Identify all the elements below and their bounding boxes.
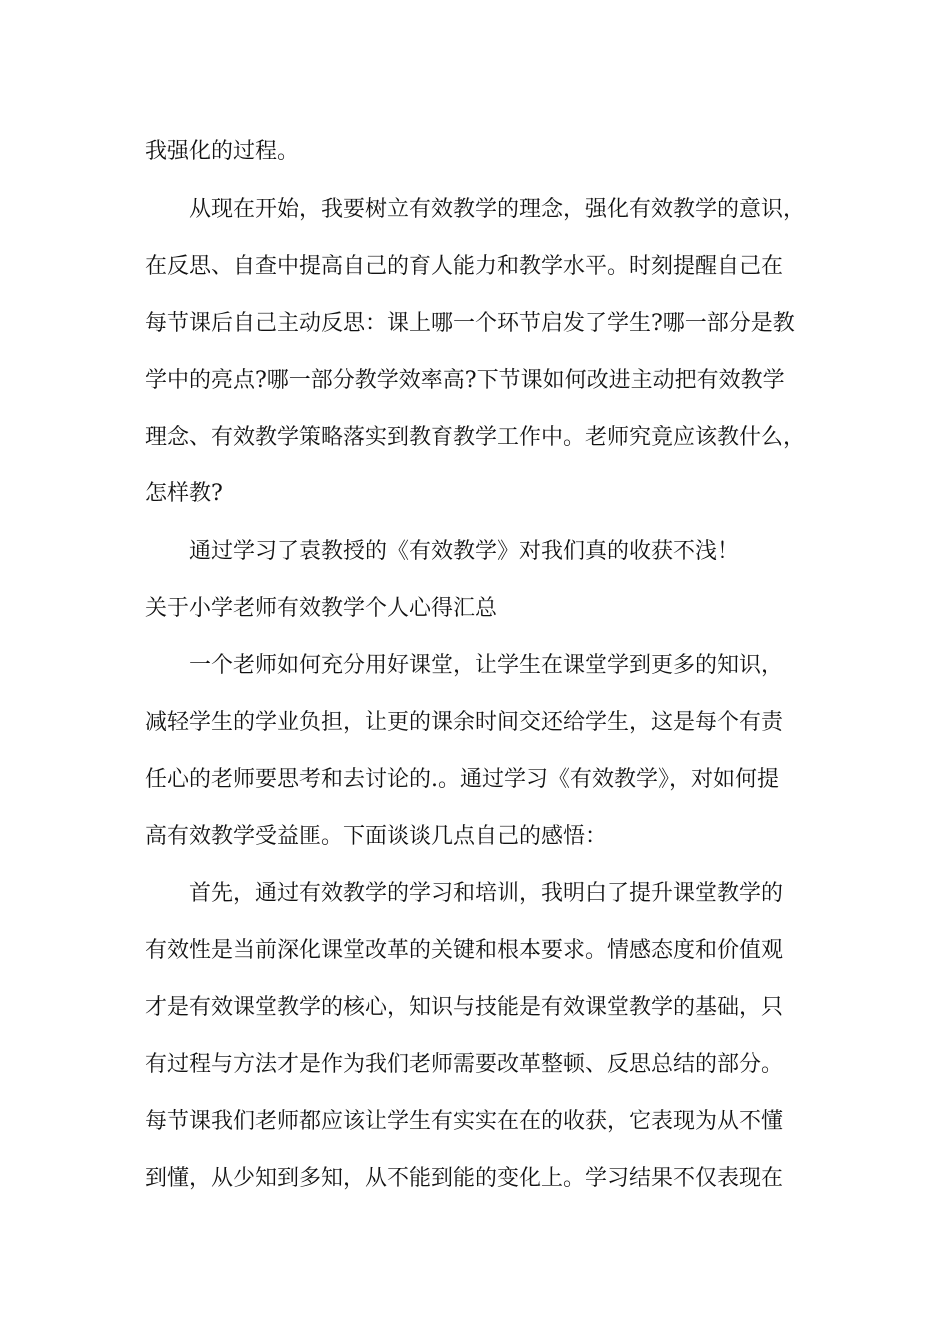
section-heading: 关于小学老师有效教学个人心得汇总 — [145, 596, 498, 621]
text-line: 学中的亮点?哪一部分教学效率高?下节课如何改进主动把有效教学 — [145, 368, 785, 393]
text-line: 每节课后自己主动反思：课上哪一个环节启发了学生?哪一部分是教 — [145, 311, 795, 336]
text-line: 有效性是当前深化课堂改革的关键和根本要求。情感态度和价值观 — [145, 938, 784, 963]
text-line: 任心的老师要思考和去讨论的.。通过学习《有效教学》，对如何提 — [145, 767, 779, 792]
text-line: 减轻学生的学业负担，让更的课余时间交还给学生，这是每个有责 — [145, 710, 784, 735]
text-line: 理念、有效教学策略落实到教育教学工作中。老师究竟应该教什么， — [145, 425, 806, 450]
paragraph-line: 首先，通过有效教学的学习和培训，我明白了提升课堂教学的 — [189, 881, 784, 906]
text-line: 才是有效课堂教学的核心，知识与技能是有效课堂教学的基础，只 — [145, 995, 784, 1020]
paragraph-line: 一个老师如何充分用好课堂，让学生在课堂学到更多的知识， — [189, 653, 784, 678]
text-line: 我强化的过程。 — [145, 139, 300, 164]
text-line: 高有效教学受益匪。下面谈谈几点自己的感悟： — [145, 824, 608, 849]
paragraph-line: 从现在开始，我要树立有效教学的理念，强化有效教学的意识， — [189, 197, 806, 222]
text-line: 在反思、自查中提高自己的育人能力和教学水平。时刻提醒自己在 — [145, 254, 784, 279]
text-line: 怎样教? — [145, 481, 223, 506]
text-line: 每节课我们老师都应该让学生有实实在在的收获，它表现为从不懂 — [145, 1109, 784, 1134]
paragraph-line: 通过学习了袁教授的《有效教学》对我们真的收获不浅！ — [189, 539, 740, 564]
text-line: 到懂，从少知到多知，从不能到能的变化上。学习结果不仅表现在 — [145, 1166, 784, 1191]
text-line: 有过程与方法才是作为我们老师需要改革整顿、反思总结的部分。 — [145, 1052, 784, 1077]
